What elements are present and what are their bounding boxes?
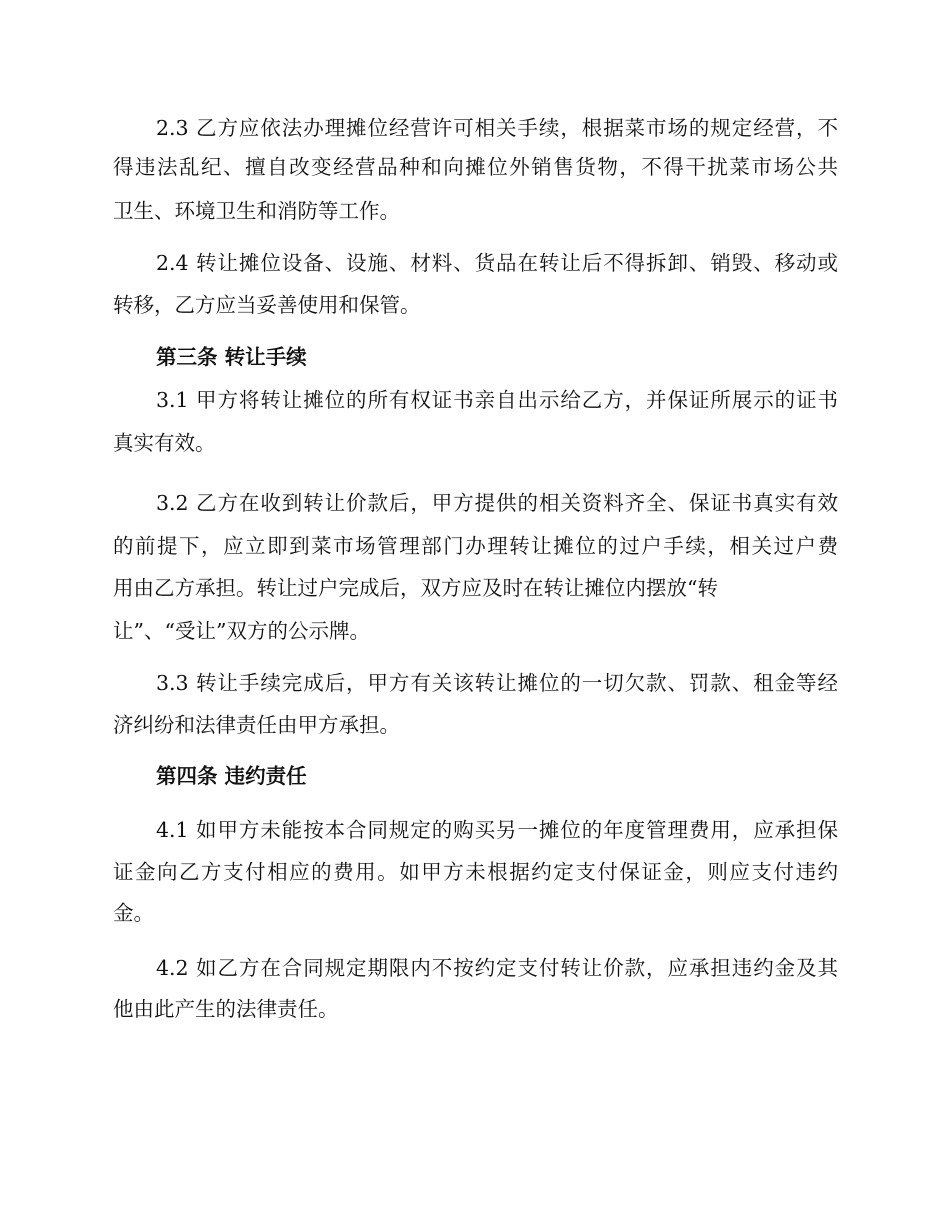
clause-2-4-line-1: 2.4 转让摊位设备、设施、材料、货品在转让后不得拆卸、销毁、移动或 — [156, 251, 838, 275]
article-3-heading: 第三条 转让手续 — [156, 345, 307, 369]
clause-2-3-line-2: 得违法乱纪、擅自改变经营品种和向摊位外销售货物，不得干扰菜市场公共 — [113, 155, 838, 179]
clause-2-3-line-3: 卫生、环境卫生和消防等工作。 — [113, 199, 400, 223]
clause-2-3-line-1: 2.3 乙方应依法办理摊位经营许可相关手续，根据菜市场的规定经营，不 — [156, 116, 838, 140]
clause-3-2-line-3: 用由乙方承担。转让过户完成后，双方应及时在转让摊位内摆放“转 — [113, 576, 718, 600]
clause-3-2-line-1: 3.2 乙方在收到转让价款后，甲方提供的相关资料齐全、保证书真实有效 — [156, 491, 838, 515]
clause-4-1-line-3: 金。 — [113, 901, 154, 925]
clause-3-3-line-2: 济纠纷和法律责任由甲方承担。 — [113, 713, 400, 737]
clause-4-1-line-1: 4.1 如甲方未能按本合同规定的购买另一摊位的年度管理费用，应承担保 — [156, 818, 838, 842]
clause-4-2-line-1: 4.2 如乙方在合同规定期限内不按约定支付转让价款，应承担违约金及其 — [156, 956, 838, 980]
clause-3-2-line-2: 的前提下，应立即到菜市场管理部门办理转让摊位的过户手续，相关过户费 — [113, 534, 838, 558]
clause-2-4-line-2: 转移，乙方应当妥善使用和保管。 — [113, 293, 421, 317]
clause-3-3-line-1: 3.3 转让手续完成后，甲方有关该转让摊位的一切欠款、罚款、租金等经 — [156, 671, 838, 695]
clause-3-1-line-2: 真实有效。 — [113, 431, 216, 455]
clause-3-1-line-1: 3.1 甲方将转让摊位的所有权证书亲自出示给乙方，并保证所展示的证书 — [156, 388, 838, 412]
clause-4-2-line-2: 他由此产生的法律责任。 — [113, 997, 339, 1021]
article-4-heading: 第四条 违约责任 — [156, 764, 307, 788]
clause-3-2-line-4: 让”、“受让”双方的公示牌。 — [113, 619, 370, 643]
clause-4-1-line-2: 证金向乙方支付相应的费用。如甲方未根据约定支付保证金，则应支付违约 — [113, 860, 838, 884]
